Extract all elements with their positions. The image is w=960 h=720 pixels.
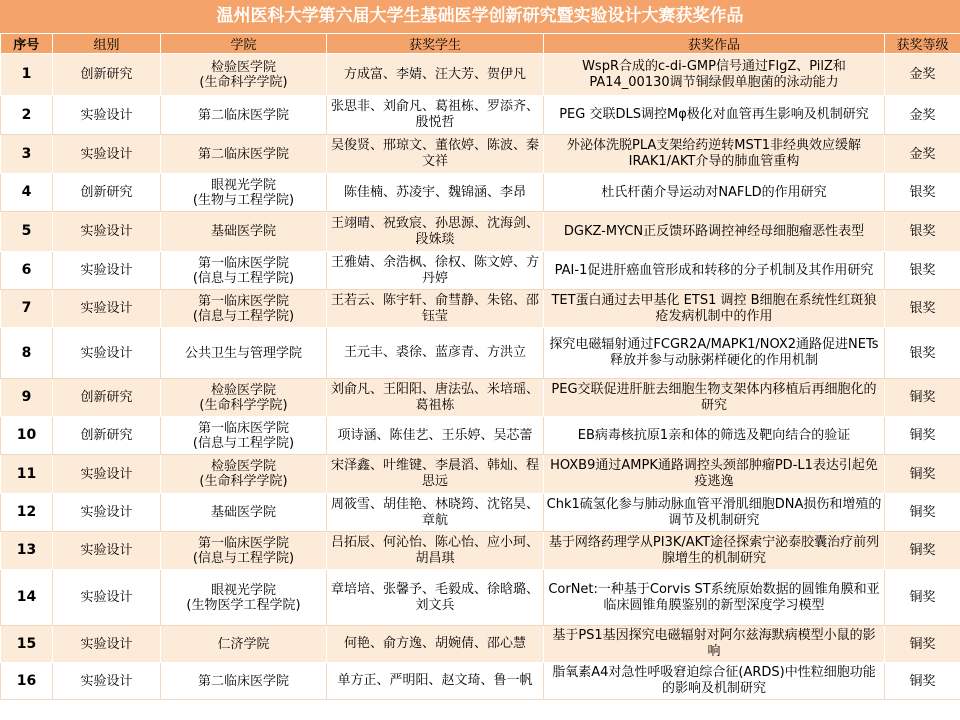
table-row: [1, 54, 960, 96]
cell-work: 外泌体洗脱PLA支架给药逆转MST1非经典效应缓解IRAK1/AKT介导的肺血管重构: [544, 135, 885, 174]
cell-college: 基础医学院: [161, 494, 327, 532]
cell-group: 实验设计: [53, 290, 161, 328]
table-row: [1, 417, 960, 455]
cell-college: 眼视光学院 (生物与工程学院): [161, 174, 327, 212]
cell-students: 何艳、俞方逸、胡婉倩、邵心慧: [327, 626, 544, 663]
cell-students: 项诗涵、陈佳艺、王乐婷、吴芯蕾: [327, 417, 544, 455]
cell-level: 铜奖: [885, 455, 960, 494]
table-row: [1, 96, 960, 135]
cell-level: 铜奖: [885, 570, 960, 626]
cell-level: 金奖: [885, 135, 960, 174]
cell-level: 铜奖: [885, 626, 960, 663]
cell-seq: 12: [1, 494, 53, 532]
cell-college: 第二临床医学院: [161, 135, 327, 174]
awards-table: [0, 34, 960, 700]
cell-work: Chk1硫氢化参与肺动脉血管平滑肌细胞DNA损伤和增殖的调节及机制研究: [544, 494, 885, 532]
cell-work: 探究电磁辐射通过FCGR2A/MAPK1/NOX2通路促进NETs释放并参与动脉粥样硬化的作用机制: [544, 328, 885, 379]
cell-level: 铜奖: [885, 663, 960, 700]
table-row: [1, 494, 960, 532]
cell-college: 检验医学院 (生命科学学院): [161, 379, 327, 417]
cell-students: 周筱雪、胡佳艳、林晓筠、沈铭昊、章航: [327, 494, 544, 532]
cell-level: 银奖: [885, 290, 960, 328]
cell-seq: 4: [1, 174, 53, 212]
cell-college: 公共卫生与管理学院: [161, 328, 327, 379]
table-row: [1, 174, 960, 212]
cell-college: 基础医学院: [161, 212, 327, 252]
cell-level: 银奖: [885, 174, 960, 212]
cell-level: 铜奖: [885, 417, 960, 455]
cell-students: 王若云、陈宇轩、俞彗静、朱铭、邵钰莹: [327, 290, 544, 328]
cell-work: CorNet:一种基于Corvis ST系统原始数据的圆锥角膜和亚临床圆锥角膜鉴别的新型深度学习模型: [544, 570, 885, 626]
cell-group: 创新研究: [53, 379, 161, 417]
cell-students: 王翊晴、祝致宸、孙思源、沈海剑、段姝琰: [327, 212, 544, 252]
cell-level: 金奖: [885, 54, 960, 96]
cell-seq: 3: [1, 135, 53, 174]
cell-group: 实验设计: [53, 212, 161, 252]
cell-seq: 1: [1, 54, 53, 96]
header-seq: 序号: [1, 34, 53, 54]
header-students: 获奖学生: [327, 34, 544, 54]
table-row: [1, 570, 960, 626]
cell-level: 银奖: [885, 328, 960, 379]
table-row: [1, 663, 960, 700]
header-group: 组别: [53, 34, 161, 54]
cell-college: 第一临床医学院 (信息与工程学院): [161, 532, 327, 570]
cell-work: 基于PS1基因探究电磁辐射对阿尔兹海默病模型小鼠的影响: [544, 626, 885, 663]
cell-work: 基于网络药理学从PI3K/AKT途径探索宁泌泰胶囊治疗前列腺增生的机制研究: [544, 532, 885, 570]
cell-seq: 11: [1, 455, 53, 494]
cell-students: 王元丰、裘徐、蓝彦青、方洪立: [327, 328, 544, 379]
table-row: [1, 252, 960, 290]
cell-group: 实验设计: [53, 494, 161, 532]
cell-students: 方成富、李婧、汪大芳、贺伊凡: [327, 54, 544, 96]
table-row: [1, 212, 960, 252]
cell-seq: 14: [1, 570, 53, 626]
cell-students: 章培培、张馨予、毛毅成、徐晗璐、刘文兵: [327, 570, 544, 626]
cell-level: 铜奖: [885, 532, 960, 570]
header-work: 获奖作品: [544, 34, 885, 54]
cell-level: 铜奖: [885, 494, 960, 532]
cell-group: 实验设计: [53, 328, 161, 379]
cell-college: 第二临床医学院: [161, 96, 327, 135]
cell-group: 实验设计: [53, 135, 161, 174]
cell-college: 第一临床医学院 (信息与工程学院): [161, 290, 327, 328]
cell-college: 检验医学院 (生命科学学院): [161, 455, 327, 494]
cell-students: 单方正、严明阳、赵文琦、鲁一帆: [327, 663, 544, 700]
cell-seq: 16: [1, 663, 53, 700]
cell-work: PAI-1促进肝癌血管形成和转移的分子机制及其作用研究: [544, 252, 885, 290]
cell-seq: 7: [1, 290, 53, 328]
cell-seq: 13: [1, 532, 53, 570]
cell-level: 银奖: [885, 252, 960, 290]
cell-group: 实验设计: [53, 96, 161, 135]
cell-group: 创新研究: [53, 54, 161, 96]
cell-seq: 5: [1, 212, 53, 252]
table-row: [1, 532, 960, 570]
cell-seq: 8: [1, 328, 53, 379]
cell-college: 第二临床医学院: [161, 663, 327, 700]
cell-group: 创新研究: [53, 174, 161, 212]
table-row: [1, 290, 960, 328]
cell-students: 吴俊贤、邢琼文、董依婷、陈波、秦文祥: [327, 135, 544, 174]
table-header-row: [1, 34, 960, 54]
cell-college: 第一临床医学院 (信息与工程学院): [161, 252, 327, 290]
cell-work: PEG交联促进肝脏去细胞生物支架体内移植后再细胞化的研究: [544, 379, 885, 417]
cell-work: 脂氧素A4对急性呼吸窘迫综合征(ARDS)中性粒细胞功能的影响及机制研究: [544, 663, 885, 700]
cell-group: 实验设计: [53, 532, 161, 570]
cell-work: TET蛋白通过去甲基化 ETS1 调控 B细胞在系统性红斑狼疮发病机制中的作用: [544, 290, 885, 328]
cell-college: 仁济学院: [161, 626, 327, 663]
cell-students: 陈佳楠、苏凌宇、魏锦涵、李昂: [327, 174, 544, 212]
cell-group: 创新研究: [53, 417, 161, 455]
header-level: 获奖等级: [885, 34, 960, 54]
table-row: [1, 328, 960, 379]
slide-title: 温州医科大学第六届大学生基础医学创新研究暨实验设计大赛获奖作品: [0, 0, 960, 34]
cell-students: 宋泽鑫、叶维键、李晨滔、韩灿、程思远: [327, 455, 544, 494]
cell-work: WspR合成的c-di-GMP信号通过FlgZ、PilZ和PA14_00130调节铜绿假单胞菌的泳动能力: [544, 54, 885, 96]
cell-work: DGKZ-MYCN正反馈环路调控神经母细胞瘤恶性表型: [544, 212, 885, 252]
table-body: [1, 54, 960, 700]
cell-students: 王雅婧、余浩枫、徐权、陈文婷、方丹婷: [327, 252, 544, 290]
cell-group: 实验设计: [53, 663, 161, 700]
cell-students: 刘俞凡、王阳阳、唐法弘、米培瑶、葛祖栋: [327, 379, 544, 417]
cell-students: 吕拓辰、何沁怡、陈心怡、应小珂、胡昌琪: [327, 532, 544, 570]
table-row: [1, 379, 960, 417]
header-college: 学院: [161, 34, 327, 54]
table-row: [1, 626, 960, 663]
cell-work: PEG 交联DLS调控Mφ极化对血管再生影响及机制研究: [544, 96, 885, 135]
cell-level: 银奖: [885, 212, 960, 252]
table-row: [1, 455, 960, 494]
cell-group: 实验设计: [53, 455, 161, 494]
cell-college: 第一临床医学院 (信息与工程学院): [161, 417, 327, 455]
cell-seq: 2: [1, 96, 53, 135]
cell-seq: 10: [1, 417, 53, 455]
table-row: [1, 135, 960, 174]
cell-seq: 15: [1, 626, 53, 663]
cell-students: 张思非、刘俞凡、葛祖栋、罗添齐、殷悦哲: [327, 96, 544, 135]
cell-group: 实验设计: [53, 570, 161, 626]
cell-group: 实验设计: [53, 626, 161, 663]
cell-work: 杜氏杆菌介导运动对NAFLD的作用研究: [544, 174, 885, 212]
cell-level: 金奖: [885, 96, 960, 135]
cell-group: 实验设计: [53, 252, 161, 290]
cell-level: 铜奖: [885, 379, 960, 417]
cell-work: EB病毒核抗原1亲和体的筛选及靶向结合的验证: [544, 417, 885, 455]
cell-seq: 9: [1, 379, 53, 417]
cell-work: HOXB9通过AMPK通路调控头颈部肿瘤PD-L1表达引起免疫逃逸: [544, 455, 885, 494]
cell-college: 检验医学院 (生命科学学院): [161, 54, 327, 96]
cell-college: 眼视光学院 (生物医学工程学院): [161, 570, 327, 626]
cell-seq: 6: [1, 252, 53, 290]
